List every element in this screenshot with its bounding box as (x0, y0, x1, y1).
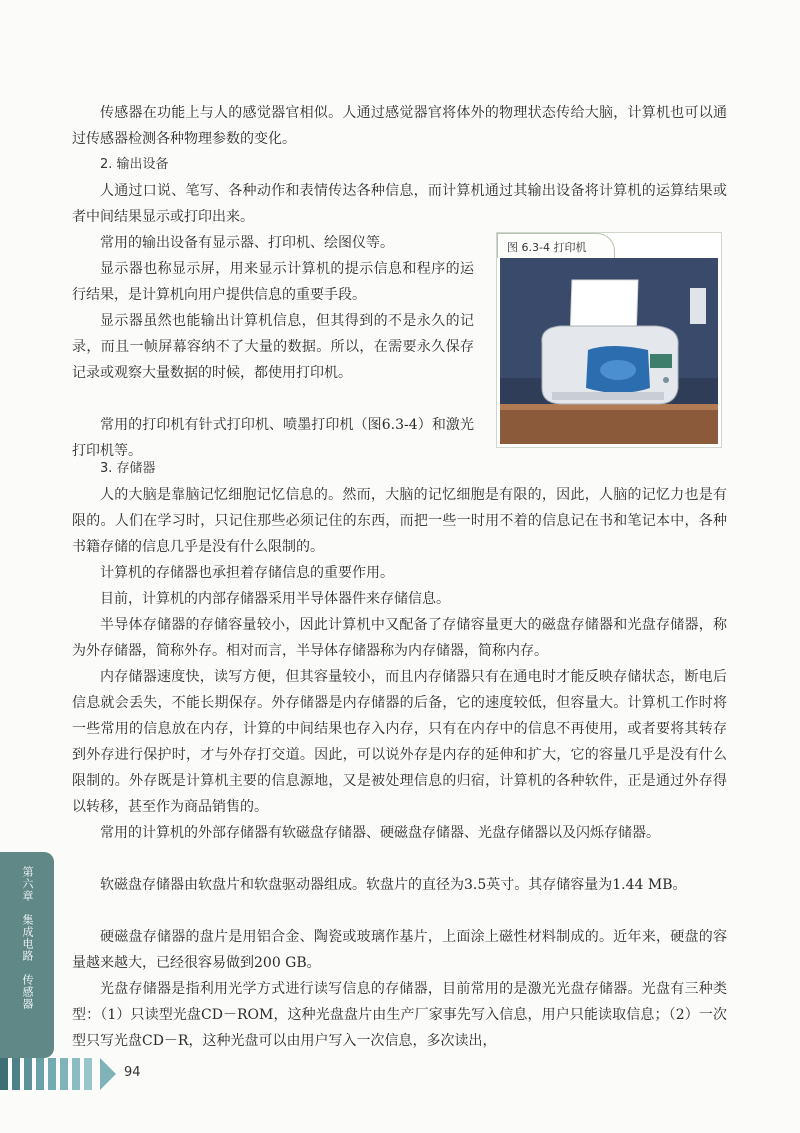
footer-bar (0, 1058, 8, 1090)
section-heading-output: 2. 输出设备 (100, 157, 169, 172)
printer-figure (496, 232, 722, 448)
section-heading-storage: 3. 存储器 (100, 461, 156, 476)
intro-paragraph: 传感器在功能上与人的感觉器官相似。人通过感觉器官将体外的物理状态传给大脑，计算机也可以通过传感器检测各种物理参数的变化。 (72, 105, 727, 147)
figure-caption: 图 6.3-4 打印机 (507, 241, 587, 254)
footer-bar (12, 1058, 20, 1090)
storage-role-paragraph: 计算机的存储器也承担着存储信息的重要作用。 (100, 565, 394, 581)
printer-types-paragraph: 常用的打印机有针式打印机、喷墨打印机（图6.3-4）和激光打印机等。 (72, 417, 474, 459)
internal-storage-paragraph: 目前，计算机的内部存储器采用半导体器件来存储信息。 (100, 591, 450, 607)
optical-disk-paragraph: 光盘存储器是指利用光学方式进行读写信息的存储器，目前常用的是激光光盘存储器。光盘有三种类型：（1）只读型光盘CD－ROM，这种光盘盘片由生产厂家事先写入信息，用户只能读取信息；（2）一次型只写光盘CD－R，这种光盘可以由用户写入一次信息，多次读出， (72, 981, 727, 1049)
chapter-side-tab (0, 852, 54, 1058)
footer-bar (24, 1058, 32, 1090)
external-types-paragraph: 常用的计算机的外部存储器有软磁盘存储器、硬磁盘存储器、光盘存储器以及闪烁存储器。 (100, 825, 660, 841)
footer-bar (48, 1058, 56, 1090)
hard-disk-paragraph: 硬磁盘存储器的盘片是用铝合金、陶瓷或玻璃作基片，上面涂上磁性材料制成的。近年来，硬盘的容量越来越大，已经很容易做到200 GB。 (72, 929, 727, 971)
external-storage-paragraph: 半导体存储器的存储容量较小，因此计算机中又配备了存储容量更大的磁盘存储器和光盘存储器，称为外存储器，简称外存。相对而言，半导体存储器称为内存储器，简称内存。 (72, 617, 727, 659)
footer-bar (36, 1058, 44, 1090)
output-devices-paragraph: 常用的输出设备有显示器、打印机、绘图仪等。 (100, 235, 394, 251)
footer-arrow-icon (100, 1058, 116, 1090)
footer-bar (60, 1058, 68, 1090)
footer-bar (84, 1058, 92, 1090)
floppy-paragraph: 软磁盘存储器由软盘片和软盘驱动器组成。软盘片的直径为3.5英寸。其存储容量为1.44 MB。 (100, 877, 687, 893)
page-number: 94 (124, 1065, 141, 1080)
display-paragraph: 显示器也称显示屏，用来显示计算机的提示信息和程序的运行结果，是计算机向用户提供信息的重要手段。 (72, 261, 474, 303)
footer-bar (72, 1058, 80, 1090)
output-paragraph: 人通过口说、笔写、各种动作和表情传达各种信息，而计算机通过其输出设备将计算机的运算结果或者中间结果显示或打印出来。 (72, 183, 727, 225)
memory-comparison-paragraph: 内存储器速度快，读写方便，但其容量较小，而且内存储器只有在通电时才能反映存储状态，断电后信息就会丢失，不能长期保存。外存储器是内存储器的后备，它的速度较低，但容量大。计算机工作时将一些常用的信息放在内存，计算的中间结果也存入内存，只有在内存中的信息不再使用，或者要将其转存到外存进行保护时，才与外存打交道。因此，可以说外存是内存的延伸和扩大，它的容量几乎是没有什么限制的。外存既是计算机主要的信息源地，又是被处理信息的归宿，计算机的各种软件，正是通过外存得以转移，甚至作为商品销售的。 (72, 669, 727, 815)
printer-photo (500, 258, 718, 444)
figure-caption-tab (497, 233, 615, 258)
brain-memory-paragraph: 人的大脑是靠脑记忆细胞记忆信息的。然而，大脑的记忆细胞是有限的，因此，人脑的记忆力也是有限的。人们在学习时，只记住那些必须记住的东西，而把一些一时用不着的信息记在书和笔记本中，各种书籍存储的信息几乎是没有什么限制的。 (72, 487, 727, 555)
chapter-label: 第六章 集成电路 传感器 (21, 866, 34, 1010)
display-limit-paragraph: 显示器虽然也能输出计算机信息，但其得到的不是永久的记录，而且一帧屏幕容纳不了大量的数据。所以，在需要永久保存记录或观察大量数据的时候，都使用打印机。 (72, 313, 474, 381)
